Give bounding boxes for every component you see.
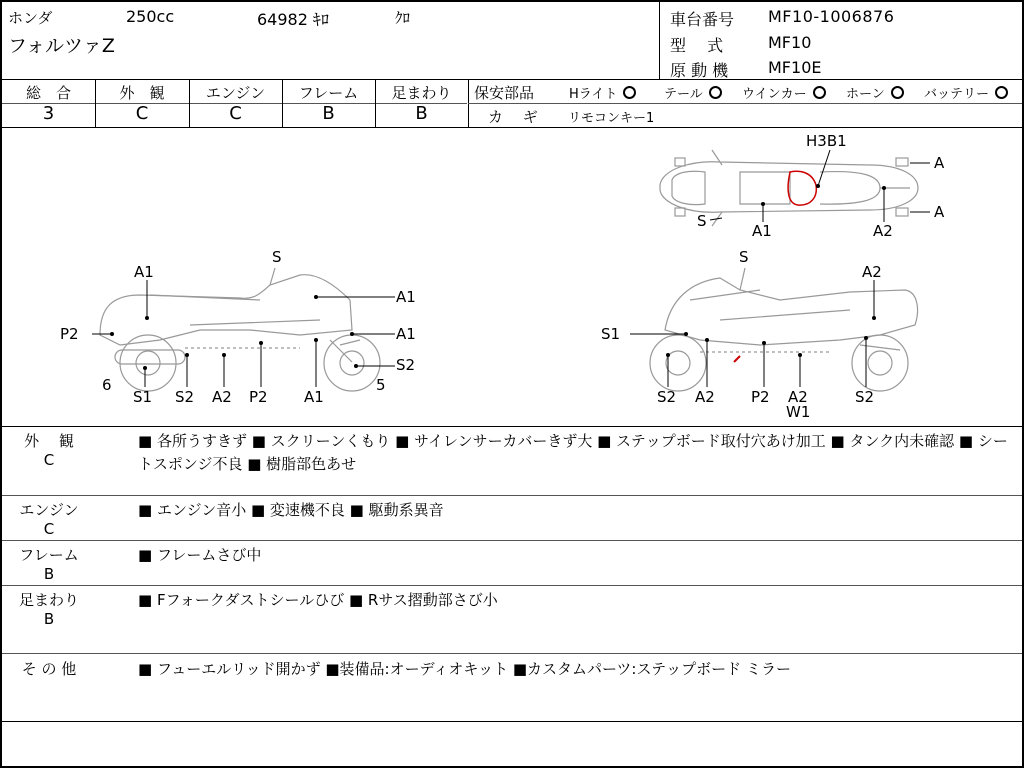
remark-exterior-label: 外 観 C [24, 432, 74, 469]
diagram-label: P2 [249, 388, 268, 406]
diagram-label: A2 [788, 388, 808, 406]
grade-suspension: B [415, 103, 428, 124]
diagram-label: A [934, 203, 945, 221]
diagram-label: S2 [657, 388, 677, 406]
grade-header-total: 総 合 [25, 84, 71, 102]
safety-winker: ウインカー [742, 83, 826, 102]
diagram-label: A1 [304, 388, 324, 406]
scooter-right-side [650, 268, 918, 391]
grade-exterior: C [135, 103, 149, 124]
diagram-label: S [697, 212, 707, 230]
maker: ホンダ [8, 9, 53, 27]
mileage: 64982 ｷﾛ [257, 10, 329, 29]
diagram-label: A [934, 154, 945, 172]
diagram-label: S2 [396, 356, 416, 374]
remark-engine-label: エンジン C [19, 501, 79, 538]
type-value: MF10 [768, 33, 812, 52]
diagram-label: S1 [601, 325, 621, 343]
remark-suspension-label: 足まわり B [18, 591, 79, 628]
safety-label: 保安部品 [474, 84, 535, 102]
color: ｸﾛ [395, 9, 411, 27]
diagram-label: A2 [862, 263, 882, 281]
engine-label: 原 動 機 [670, 61, 729, 80]
diagram-label: S [739, 248, 749, 266]
key-value: リモコンキー1 [568, 111, 655, 126]
diagram-label: A2 [212, 388, 232, 406]
diagram-label: A1 [752, 222, 772, 240]
diagram-label: 5 [376, 376, 386, 394]
damage-mark-right [734, 356, 740, 362]
safety-taillight: テール [664, 83, 722, 102]
safety-battery: バッテリー [924, 83, 1008, 102]
remark-suspension-text: ■ Fフォークダストシールひび ■ Rサス摺動部さび小 [138, 591, 498, 609]
frame-no: MF10-1006876 [768, 7, 895, 26]
scooter-left-side [100, 268, 380, 391]
remark-other-label: そ の 他 [21, 660, 77, 678]
diagram-label: S2 [175, 388, 195, 406]
safety-horn: ホーン [846, 83, 904, 102]
type-label: 型 式 [670, 36, 724, 55]
remark-exterior-text: ■ 各所うすきず ■ スクリーンくもり ■ サイレンサーカバーきず大 ■ ステップボード取付穴あけ加工 ■ タンク内未確認 ■ シートスポンジ不良 ■ 樹脂部色あせ [138, 432, 1008, 473]
grade-header-frame: フレーム [298, 84, 359, 102]
grade-header-suspension: 足まわり [391, 84, 452, 102]
model-name: フォルツァZ [8, 35, 115, 57]
remark-frame-label: フレーム B [19, 546, 79, 583]
key-label: カ ギ [488, 108, 538, 126]
diagram-label: W1 [786, 403, 811, 421]
safety-headlight: Hライト [569, 83, 636, 102]
grade-header-engine: エンジン [205, 84, 266, 102]
diagram-label: P2 [751, 388, 770, 406]
grade-engine: C [229, 103, 242, 124]
diagram-label: S2 [855, 388, 875, 406]
diagram-label: P2 [60, 325, 79, 343]
engine-value: MF10E [768, 58, 822, 77]
displacement: 250cc [126, 7, 175, 26]
damage-circle-top [788, 171, 816, 205]
diagram-label: A1 [396, 288, 416, 306]
grade-header-exterior: 外 観 [119, 84, 165, 102]
diagram-label: 6 [102, 376, 112, 394]
remark-other-text: ■ フューエルリッド開かず ■装備品:オーディオキット ■カスタムパーツ:ステップボード ミラー [138, 660, 791, 678]
remark-frame-text: ■ フレームさび中 [138, 546, 262, 564]
diagram-label: A2 [873, 222, 893, 240]
diagram-label: A1 [396, 325, 416, 343]
remark-engine-text: ■ エンジン音小 ■ 変速機不良 ■ 駆動系異音 [138, 501, 444, 519]
grade-total: 3 [42, 103, 55, 124]
diagram-label: A2 [695, 388, 715, 406]
diagram-label: S [272, 248, 282, 266]
diagram-label: S1 [133, 388, 153, 406]
diagram-label: A1 [134, 263, 154, 281]
diagram-label: H3B1 [806, 132, 847, 150]
frame-no-label: 車台番号 [670, 10, 735, 29]
grade-frame: B [322, 103, 335, 124]
